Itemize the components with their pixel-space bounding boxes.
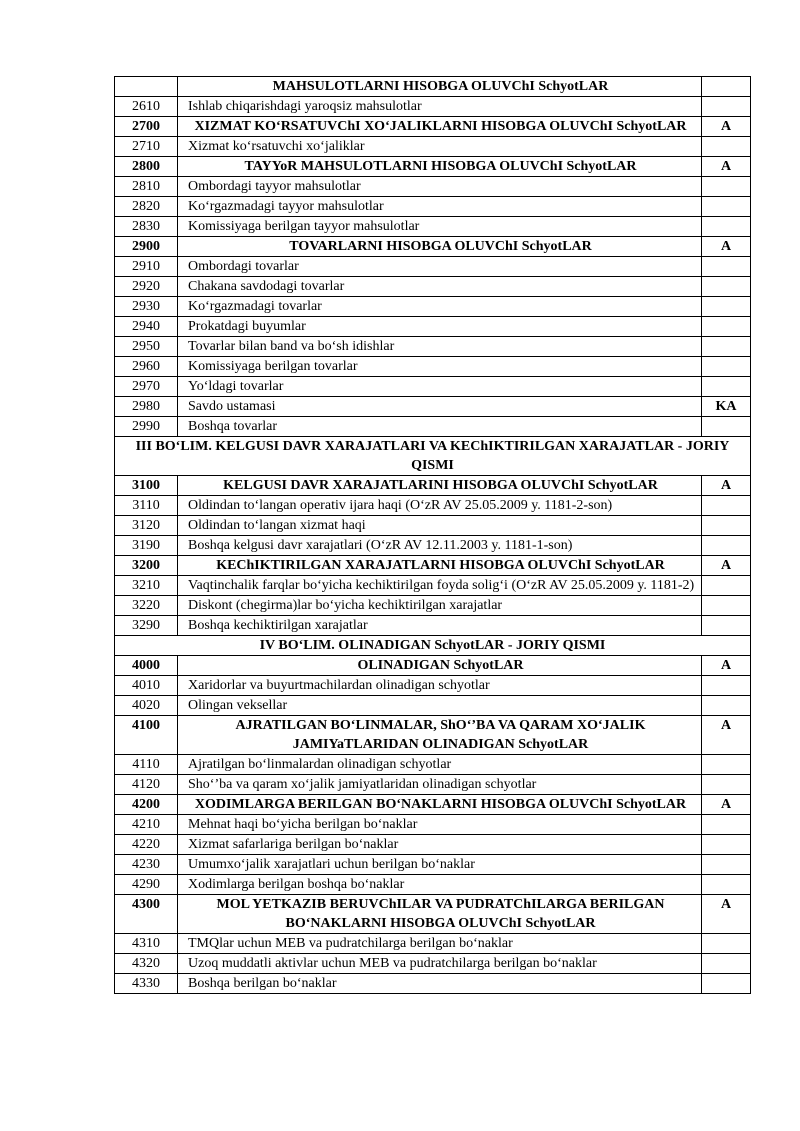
account-name: Sho‘’ba va qaram xo‘jalik jamiyatlaridan olinadigan schyotlar xyxy=(178,775,702,795)
account-type-mark xyxy=(702,616,751,636)
account-name: Oldindan to‘langan xizmat haqi xyxy=(178,516,702,536)
account-name: Diskont (chegirma)lar bo‘yicha kechiktirilgan xarajatlar xyxy=(178,596,702,616)
account-row xyxy=(115,277,751,297)
section-heading-row xyxy=(115,636,751,656)
account-code: 4300 xyxy=(115,895,178,934)
account-row xyxy=(115,397,751,417)
account-code: 2950 xyxy=(115,337,178,357)
account-type-mark xyxy=(702,77,751,97)
account-name: Uzoq muddatli aktivlar uchun MEB va pudratchilarga berilgan bo‘naklar xyxy=(178,954,702,974)
account-code: 2930 xyxy=(115,297,178,317)
account-type-mark xyxy=(702,755,751,775)
account-row xyxy=(115,855,751,875)
account-name: Tovarlar bilan band va bo‘sh idishlar xyxy=(178,337,702,357)
chart-of-accounts-table xyxy=(114,76,751,994)
account-code: 3220 xyxy=(115,596,178,616)
account-group-row xyxy=(115,656,751,676)
account-code: 4020 xyxy=(115,696,178,716)
account-row xyxy=(115,954,751,974)
account-name: Xodimlarga berilgan boshqa bo‘naklar xyxy=(178,875,702,895)
account-code: 4100 xyxy=(115,716,178,755)
section-title: III BO‘LIM. KELGUSI DAVR XARAJATLARI VA KEChIKTIRILGAN XARAJATLAR - JORIY QISMI xyxy=(115,437,751,476)
account-code: 2800 xyxy=(115,157,178,177)
account-name: Ombordagi tovarlar xyxy=(178,257,702,277)
account-code: 2830 xyxy=(115,217,178,237)
account-row xyxy=(115,616,751,636)
account-type-mark xyxy=(702,934,751,954)
account-row xyxy=(115,417,751,437)
account-name: Yo‘ldagi tovarlar xyxy=(178,377,702,397)
account-code: 2900 xyxy=(115,237,178,257)
account-name: Boshqa tovarlar xyxy=(178,417,702,437)
account-type-mark: A xyxy=(702,237,751,257)
account-row xyxy=(115,676,751,696)
account-type-mark xyxy=(702,496,751,516)
account-name: Boshqa kelgusi davr xarajatlari (O‘zR AV 12.11.2003 y. 1181-1-son) xyxy=(178,536,702,556)
account-code: 4110 xyxy=(115,755,178,775)
account-type-mark: A xyxy=(702,795,751,815)
account-code: 4230 xyxy=(115,855,178,875)
account-type-mark xyxy=(702,377,751,397)
account-type-mark xyxy=(702,536,751,556)
account-code: 4220 xyxy=(115,835,178,855)
account-name: Oldindan to‘langan operativ ijara haqi (O‘zR AV 25.05.2009 y. 1181-2-son) xyxy=(178,496,702,516)
account-name: Ajratilgan bo‘linmalardan olinadigan schyotlar xyxy=(178,755,702,775)
account-type-mark xyxy=(702,954,751,974)
account-group-row xyxy=(115,895,751,934)
account-row xyxy=(115,596,751,616)
account-code: 2940 xyxy=(115,317,178,337)
account-code: 2700 xyxy=(115,117,178,137)
account-code: 3110 xyxy=(115,496,178,516)
account-code: 2970 xyxy=(115,377,178,397)
account-group-row xyxy=(115,157,751,177)
section-title: IV BO‘LIM. OLINADIGAN SchyotLAR - JORIY QISMI xyxy=(115,636,751,656)
account-row xyxy=(115,217,751,237)
account-code: 4210 xyxy=(115,815,178,835)
account-code: 4000 xyxy=(115,656,178,676)
account-group-row xyxy=(115,795,751,815)
account-type-mark xyxy=(702,317,751,337)
account-type-mark xyxy=(702,875,751,895)
account-row xyxy=(115,377,751,397)
account-row xyxy=(115,775,751,795)
account-row xyxy=(115,815,751,835)
account-code: 2920 xyxy=(115,277,178,297)
account-row xyxy=(115,755,751,775)
account-code: 4320 xyxy=(115,954,178,974)
account-name: AJRATILGAN BO‘LINMALAR, ShO‘’BA VA QARAM XO‘JALIK JAMIYaTLARIDAN OLINADIGAN SchyotLAR xyxy=(178,716,702,755)
account-type-mark xyxy=(702,357,751,377)
account-row xyxy=(115,137,751,157)
account-name: Vaqtinchalik farqlar bo‘yicha kechiktirilgan foyda solig‘i (O‘zR AV 25.05.2009 y. 1181-2) xyxy=(178,576,702,596)
account-row xyxy=(115,357,751,377)
account-code: 2980 xyxy=(115,397,178,417)
account-type-mark xyxy=(702,257,751,277)
account-type-mark xyxy=(702,835,751,855)
account-name: Chakana savdodagi tovarlar xyxy=(178,277,702,297)
account-row xyxy=(115,576,751,596)
account-type-mark xyxy=(702,815,751,835)
account-type-mark: A xyxy=(702,716,751,755)
account-name: TAYYoR MAHSULOTLARNI HISOBGA OLUVChI SchyotLAR xyxy=(178,157,702,177)
account-type-mark xyxy=(702,775,751,795)
account-name: Mehnat haqi bo‘yicha berilgan bo‘naklar xyxy=(178,815,702,835)
account-code: 2910 xyxy=(115,257,178,277)
account-type-mark: A xyxy=(702,556,751,576)
account-row xyxy=(115,696,751,716)
account-type-mark xyxy=(702,516,751,536)
account-type-mark xyxy=(702,576,751,596)
account-type-mark xyxy=(702,676,751,696)
account-row xyxy=(115,835,751,855)
account-name: Xaridorlar va buyurtmachilardan olinadigan schyotlar xyxy=(178,676,702,696)
account-type-mark xyxy=(702,177,751,197)
account-code: 2710 xyxy=(115,137,178,157)
account-code: 3120 xyxy=(115,516,178,536)
account-type-mark xyxy=(702,855,751,875)
account-type-mark xyxy=(702,417,751,437)
account-row xyxy=(115,875,751,895)
account-name: TMQlar uchun MEB va pudratchilarga berilgan bo‘naklar xyxy=(178,934,702,954)
account-row xyxy=(115,536,751,556)
account-row xyxy=(115,974,751,994)
account-code: 4010 xyxy=(115,676,178,696)
account-row xyxy=(115,97,751,117)
account-name: Boshqa kechiktirilgan xarajatlar xyxy=(178,616,702,636)
account-group-row xyxy=(115,556,751,576)
account-type-mark: A xyxy=(702,117,751,137)
account-code: 3290 xyxy=(115,616,178,636)
account-group-row xyxy=(115,476,751,496)
account-name: Komissiyaga berilgan tovarlar xyxy=(178,357,702,377)
account-name: XIZMAT KO‘RSATUVChI XO‘JALIKLARNI HISOBGA OLUVChI SchyotLAR xyxy=(178,117,702,137)
account-row xyxy=(115,257,751,277)
account-code: 2610 xyxy=(115,97,178,117)
account-row xyxy=(115,317,751,337)
account-type-mark xyxy=(702,197,751,217)
account-type-mark xyxy=(702,696,751,716)
account-type-mark: A xyxy=(702,895,751,934)
account-name: Ombordagi tayyor mahsulotlar xyxy=(178,177,702,197)
account-name: KELGUSI DAVR XARAJATLARINI HISOBGA OLUVChI SchyotLAR xyxy=(178,476,702,496)
section-heading-row xyxy=(115,437,751,476)
account-type-mark xyxy=(702,277,751,297)
account-code: 4200 xyxy=(115,795,178,815)
account-name: Xizmat ko‘rsatuvchi xo‘jaliklar xyxy=(178,137,702,157)
account-name: TOVARLARNI HISOBGA OLUVChI SchyotLAR xyxy=(178,237,702,257)
account-name: Umumxo‘jalik xarajatlari uchun berilgan bo‘naklar xyxy=(178,855,702,875)
account-group-row xyxy=(115,716,751,755)
account-name: OLINADIGAN SchyotLAR xyxy=(178,656,702,676)
account-code: 4310 xyxy=(115,934,178,954)
account-code: 4330 xyxy=(115,974,178,994)
account-code: 3190 xyxy=(115,536,178,556)
account-type-mark xyxy=(702,217,751,237)
account-type-mark: A xyxy=(702,476,751,496)
account-row xyxy=(115,337,751,357)
account-row xyxy=(115,197,751,217)
account-code: 2810 xyxy=(115,177,178,197)
account-row xyxy=(115,297,751,317)
account-type-mark xyxy=(702,97,751,117)
account-code: 4120 xyxy=(115,775,178,795)
account-code: 2960 xyxy=(115,357,178,377)
account-group-row xyxy=(115,77,751,97)
account-name: Ko‘rgazmadagi tayyor mahsulotlar xyxy=(178,197,702,217)
account-code: 2990 xyxy=(115,417,178,437)
account-name: Xizmat safarlariga berilgan bo‘naklar xyxy=(178,835,702,855)
account-row xyxy=(115,177,751,197)
account-name: Prokatdagi buyumlar xyxy=(178,317,702,337)
account-name: MOL YETKAZIB BERUVChILAR VA PUDRATChILARGA BERILGAN BO‘NAKLARNI HISOBGA OLUVChI SchyotLAR xyxy=(178,895,702,934)
account-name: Boshqa berilgan bo‘naklar xyxy=(178,974,702,994)
account-name: Komissiyaga berilgan tayyor mahsulotlar xyxy=(178,217,702,237)
account-type-mark: A xyxy=(702,656,751,676)
account-name: XODIMLARGA BERILGAN BO‘NAKLARNI HISOBGA OLUVChI SchyotLAR xyxy=(178,795,702,815)
account-type-mark: KA xyxy=(702,397,751,417)
account-type-mark xyxy=(702,974,751,994)
account-type-mark xyxy=(702,596,751,616)
account-name: MAHSULOTLARNI HISOBGA OLUVChI SchyotLAR xyxy=(178,77,702,97)
account-row xyxy=(115,934,751,954)
account-code xyxy=(115,77,178,97)
account-code: 4290 xyxy=(115,875,178,895)
account-code: 3100 xyxy=(115,476,178,496)
accounts-table-body xyxy=(115,77,751,994)
account-type-mark xyxy=(702,137,751,157)
account-code: 2820 xyxy=(115,197,178,217)
account-group-row xyxy=(115,237,751,257)
account-type-mark xyxy=(702,297,751,317)
account-row xyxy=(115,496,751,516)
account-type-mark: A xyxy=(702,157,751,177)
account-code: 3210 xyxy=(115,576,178,596)
account-row xyxy=(115,516,751,536)
account-type-mark xyxy=(702,337,751,357)
account-name: Ishlab chiqarishdagi yaroqsiz mahsulotlar xyxy=(178,97,702,117)
account-name: Ko‘rgazmadagi tovarlar xyxy=(178,297,702,317)
accounts-table-sheet xyxy=(114,76,745,994)
account-name: Olingan veksellar xyxy=(178,696,702,716)
account-name: KEChIKTIRILGAN XARAJATLARNI HISOBGA OLUVChI SchyotLAR xyxy=(178,556,702,576)
account-group-row xyxy=(115,117,751,137)
account-name: Savdo ustamasi xyxy=(178,397,702,417)
account-code: 3200 xyxy=(115,556,178,576)
